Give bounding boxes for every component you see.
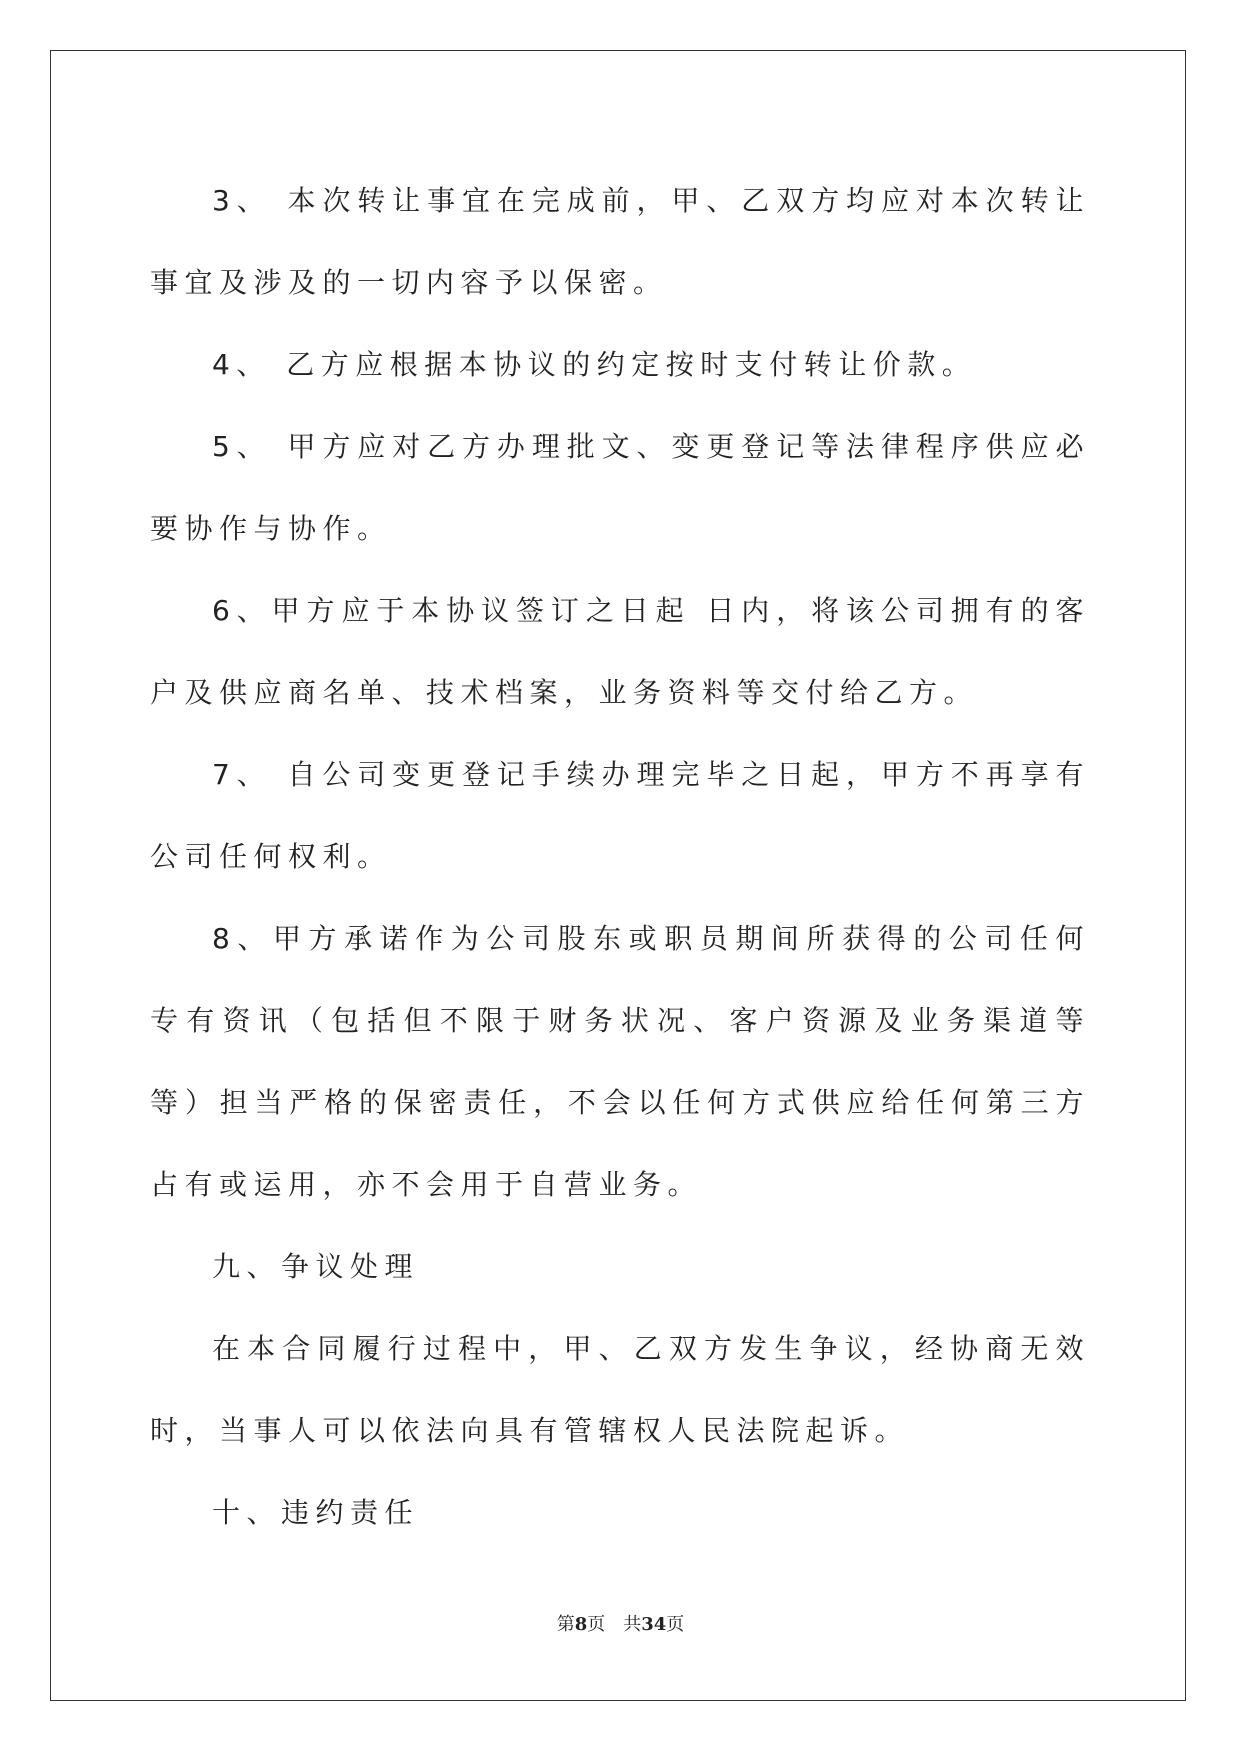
footer-page-number: 8: [574, 1614, 588, 1635]
section-heading-dispute: 九、争议处理: [212, 1250, 420, 1283]
document-body: [150, 160, 1090, 1554]
footer-total-suffix: 页: [666, 1614, 685, 1635]
paragraph-clause-4: 4、 乙方应根据本协议的约定按时支付转让价款。: [212, 348, 977, 381]
section-heading-breach: 十、违约责任: [212, 1496, 420, 1529]
paragraph-clause-5: 5、 甲方应对乙方办理批文、变更登记等法律程序供应必要协作与协作。: [150, 430, 1090, 545]
footer-prefix: 第: [556, 1614, 575, 1635]
paragraph-clause-6: 6、甲方应于本协议签订之日起 日内，将该公司拥有的客户及供应商名单、技术档案，业务资料等交付给乙方。: [150, 594, 1090, 709]
footer-total-prefix: 共: [623, 1614, 642, 1635]
paragraph-clause-3: 3、 本次转让事宜在完成前，甲、乙双方均应对本次转让事宜及涉及的一切内容予以保密。: [150, 184, 1090, 299]
paragraph-clause-7: 7、 自公司变更登记手续办理完毕之日起，甲方不再享有公司任何权利。: [150, 758, 1090, 873]
paragraph-clause-8: 8、甲方承诺作为公司股东或职员期间所获得的公司任何专有资讯（包括但不限于财务状况、客户资源及业务渠道等等）担当严格的保密责任，不会以任何方式供应给任何第三方占有或运用，亦不会用于自营业务。: [150, 922, 1090, 1201]
footer-page-suffix: 页: [587, 1614, 606, 1635]
paragraph-dispute: 在本合同履行过程中，甲、乙双方发生争议，经协商无效时，当事人可以依法向具有管辖权人民法院起诉。: [150, 1332, 1090, 1447]
footer-total-pages: 34: [641, 1614, 667, 1635]
page-footer: [0, 1610, 1241, 1636]
